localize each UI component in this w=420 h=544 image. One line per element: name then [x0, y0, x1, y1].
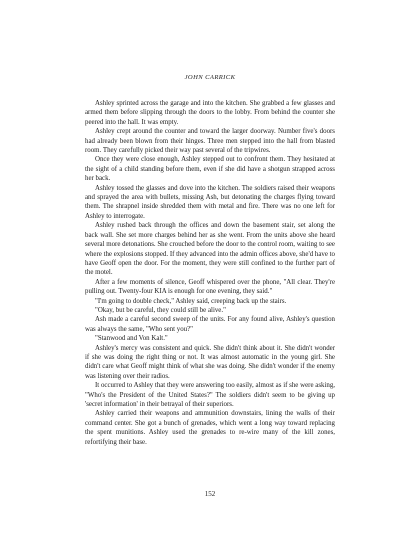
running-head: JOHN CARRICK: [184, 74, 236, 81]
paragraph: Ashley crept around the counter and toward the larger doorway. Number five's doors had already been blown from their hinges. Three men stepped into the hall from blasted room. They carefully picked their way past several of the tripwires.: [85, 128, 335, 155]
paragraph: "I'm going to double check," Ashley said, creeping back up the stairs.: [95, 297, 287, 305]
paragraph: Ashley tossed the glasses and dove into the kitchen. The soldiers raised their weapons and sprayed the area with bullets, missing Ash, but detonating the charges flying toward them. The shrapnel inside shredded them with metal and fire. There was no one left for Ashley to interrogate.: [85, 184, 335, 220]
body-text: [85, 99, 335, 447]
paragraph: Ash made a careful second sweep of the units. For any found alive, Ashley's question was always the same, "Who sent you?": [85, 316, 335, 333]
paragraph: Ashley carried their weapons and ammunition downstairs, lining the walls of their command center. She got a bunch of grenades, which went a long way toward replacing the spent munitions. Ashley used the grenades to re-wire many of the kill zones, refortifying their base.: [85, 410, 335, 446]
paragraph: "Okay, but be careful, they could still be alive.": [95, 306, 226, 314]
paragraph: Ashley rushed back through the offices and down the basement stair, set along the back wall. She set more charges behind her as she went. From the units above she heard several more detonations. She crouched before the door to the control room, waiting to see where the explosions stopped. If they advanced into the admin offices above, she'd have to have Geoff open the door. For the moment, they were still confined to the further part of the motel.: [85, 222, 335, 277]
paragraph: "Stanwood and Von Kalt.": [95, 335, 168, 343]
paragraph: After a few moments of silence, Geoff whispered over the phone, "All clear. They're pulling out. Twenty-four KIA is enough for one evening, they said.": [85, 278, 335, 296]
paragraph: It occurred to Ashley that they were answering too easily, almost as if she were asking, "Who's the President of the United States?" The soldiers didn't seem to be giving up 'secret information' in their betrayal of their superiors.: [85, 382, 335, 408]
page-number: 152: [204, 490, 216, 498]
paragraph: Ashley sprinted across the garage and into the kitchen. She grabbed a few glasses and armed them before slipping through the doors to the lobby. From behind the counter she peered into the hall. It was empty.: [85, 100, 335, 126]
paragraph: Ashley's mercy was consistent and quick. She didn't think about it. She didn't wonder if she was doing the right thing or not. It was almost automatic in the young girl. She didn't care what Geoff might think of what she was doing. She didn't wonder if the enemy was listening over their radios.: [85, 344, 335, 380]
paragraph: Once they were close enough, Ashley stepped out to confront them. They hesitated at the sight of a child standing before them, even if she did have a shotgun strapped across her back.: [85, 156, 335, 183]
